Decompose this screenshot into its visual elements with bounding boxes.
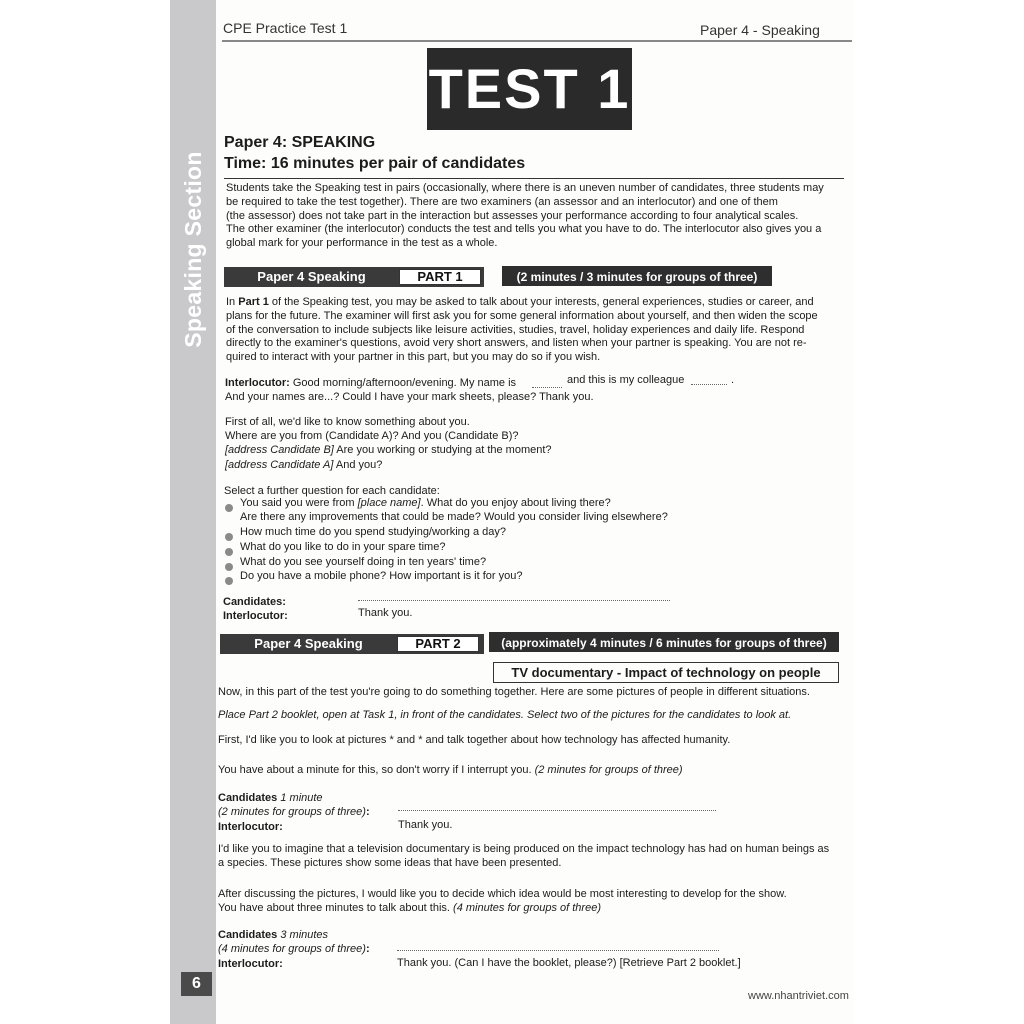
part2-line: After discussing the pictures, I would like you to decide which idea would be most interesting to develop for the show.: [218, 888, 787, 900]
part2-part-label: PART 2: [397, 636, 479, 652]
thank-you-final: Thank you. (Can I have the booklet, please?) [Retrieve Part 2 booklet.]: [397, 957, 741, 969]
candidates-label: Candidates:: [223, 596, 286, 608]
time-title: Time: 16 minutes per pair of candidates: [224, 155, 526, 172]
group-time-text: (4 minutes for groups of three): [218, 943, 366, 955]
desc-line: quired to interact with your partner in this part, but you may do so if you wish.: [226, 351, 601, 364]
intro-line: Students take the Speaking test in pairs (occasionally, where there is an uneven number of candidates, three students may: [226, 182, 824, 194]
period-mark: .: [731, 374, 735, 386]
list-item: Are there any improvements that could be made? Would you consider living elsewhere?: [240, 511, 668, 523]
list-item: Do you have a mobile phone? How important is it for you?: [240, 570, 523, 582]
candidates-row: [218, 792, 323, 805]
candidates-group-time: (2 minutes for groups of three):: [218, 806, 370, 818]
header-left: CPE Practice Test 1: [223, 20, 348, 36]
list-item-text: . What do you enjoy about living there?: [420, 497, 611, 509]
question-text: Are you working or studying at the moment?: [333, 444, 552, 456]
greeting-text-a: Good morning/afternoon/evening. My name is: [292, 377, 517, 389]
interlocutor-label: Interlocutor:: [225, 377, 290, 389]
stage-direction: [address Candidate B]: [225, 444, 334, 456]
candidates-time: 1 minute: [277, 792, 323, 804]
question-line: [225, 444, 552, 457]
list-item: What do you see yourself doing in ten years' time?: [240, 556, 487, 568]
interlocutor-label: Interlocutor:: [218, 821, 283, 833]
part2-line: a species. These pictures show some ideas that have been presented.: [218, 857, 562, 869]
desc-line: of the conversation to include subjects like leisure activities, studies, travel, holiday experiences and daily life. Respond: [226, 323, 805, 336]
part1-bar-label: Paper 4 Speaking: [257, 269, 366, 284]
list-item: How much time do you spend studying/working a day?: [240, 526, 506, 538]
title-rule: [224, 178, 844, 179]
list-item-italic: [place name]: [357, 497, 421, 509]
blank-dots: [691, 384, 727, 385]
question-line: [225, 459, 382, 472]
side-label: Speaking Section: [179, 150, 206, 348]
bullet-icon: [225, 563, 233, 571]
part2-timing: (approximately 4 minutes / 6 minutes for groups of three): [489, 632, 839, 652]
intro-line: global mark for your performance in the test as a whole.: [226, 237, 498, 250]
intro-paragraph: [226, 182, 846, 251]
select-label: Select a further question for each candidate:: [224, 485, 440, 497]
part2-text: You have about three minutes to talk about this.: [218, 902, 454, 914]
thank-you: Thank you.: [398, 819, 453, 831]
bullet-icon: [225, 577, 233, 585]
greeting-text-c: And your names are...? Could I have your mark sheets, please? Thank you.: [225, 391, 594, 403]
header-right: Paper 4 - Speaking: [700, 22, 820, 38]
greeting-line: [225, 377, 516, 390]
doc-title: TV documentary - Impact of technology on people: [493, 662, 839, 683]
list-item: What do you like to do in your spare time?: [240, 541, 446, 553]
footer-url: www.nhantriviet.com: [748, 990, 849, 1002]
thank-you: Thank you.: [358, 607, 413, 619]
greeting-text-b: and this is my colleague: [567, 374, 685, 386]
question-text: And you?: [333, 459, 383, 471]
part2-line: [218, 764, 683, 777]
part1-bar: [224, 267, 484, 287]
candidates-label: Candidates: [218, 929, 278, 941]
candidates-group-time: (4 minutes for groups of three):: [218, 943, 370, 955]
blank-dots: [532, 387, 562, 388]
list-item-text: You said you were from: [240, 497, 358, 509]
desc-line: of the Speaking test, you may be asked to talk about your interests, general experiences, studies or career, and: [268, 296, 814, 308]
part2-bar-label: Paper 4 Speaking: [254, 636, 363, 651]
bullet-icon: [225, 533, 233, 541]
list-item: [240, 497, 611, 510]
answer-dots: [397, 950, 719, 951]
part2-timing-note: (2 minutes for groups of three): [534, 764, 683, 776]
bullet-icon: [225, 548, 233, 556]
interlocutor-label: Interlocutor:: [218, 958, 283, 970]
part1-description: [226, 296, 846, 365]
candidates-label: Candidates: [218, 792, 278, 804]
desc-lead: In: [226, 296, 239, 308]
paper-title: Paper 4: SPEAKING: [224, 134, 376, 151]
test-badge: TEST 1: [427, 48, 632, 130]
part2-line: First, I'd like you to look at pictures * and * and talk together about how technology has affected humanity.: [218, 734, 731, 746]
question-line: Where are you from (Candidate A)? And you (Candidate B)?: [225, 430, 519, 442]
stage-direction: [address Candidate A]: [225, 459, 334, 471]
header-rule: [222, 40, 852, 42]
intro-line: The other examiner (the interlocutor) conducts the test and tells you what you have to do. The interlocutor also gives you a: [226, 223, 822, 236]
candidates-time: 3 minutes: [277, 929, 329, 941]
part2-text: You have about a minute for this, so don't worry if I interrupt you.: [218, 764, 535, 776]
intro-line: (the assessor) does not take part in the interaction but assesses your performance according to four analytical scales.: [226, 209, 799, 222]
part2-line: I'd like you to imagine that a television documentary is being produced on the impact technology has had on human beings as: [218, 843, 830, 855]
part2-direction: Place Part 2 booklet, open at Task 1, in front of the candidates. Select two of the pictures for the candidates to look at.: [218, 709, 792, 721]
part2-line: [218, 902, 601, 915]
part1-timing: (2 minutes / 3 minutes for groups of three): [502, 266, 772, 286]
interlocutor-label: Interlocutor:: [223, 610, 288, 622]
bullet-icon: [225, 504, 233, 512]
answer-dots: [398, 810, 716, 811]
desc-bold: Part 1: [238, 296, 269, 308]
part2-line: Now, in this part of the test you're going to do something together. Here are some pictures of people in different situations.: [218, 686, 810, 698]
part2-bar: [220, 634, 484, 654]
desc-line: plans for the future. The examiner will first ask you for some general information about yourself, and then widen the scope: [226, 309, 818, 322]
intro-line: be required to take the test together). There are two examiners (an assessor and an interlocutor) and one of them: [226, 195, 778, 208]
part1-part-label: PART 1: [399, 269, 481, 285]
group-time-text: (2 minutes for groups of three): [218, 806, 366, 818]
page-number: 6: [181, 972, 212, 996]
answer-dots: [358, 600, 670, 601]
candidates-row: [218, 929, 328, 942]
desc-line: directly to the examiner's questions, avoid very short answers, and listen when your partner is speaking. You are not re-: [226, 337, 807, 350]
part2-timing-note: (4 minutes for groups of three): [453, 902, 601, 914]
question-line: First of all, we'd like to know something about you.: [225, 416, 470, 428]
